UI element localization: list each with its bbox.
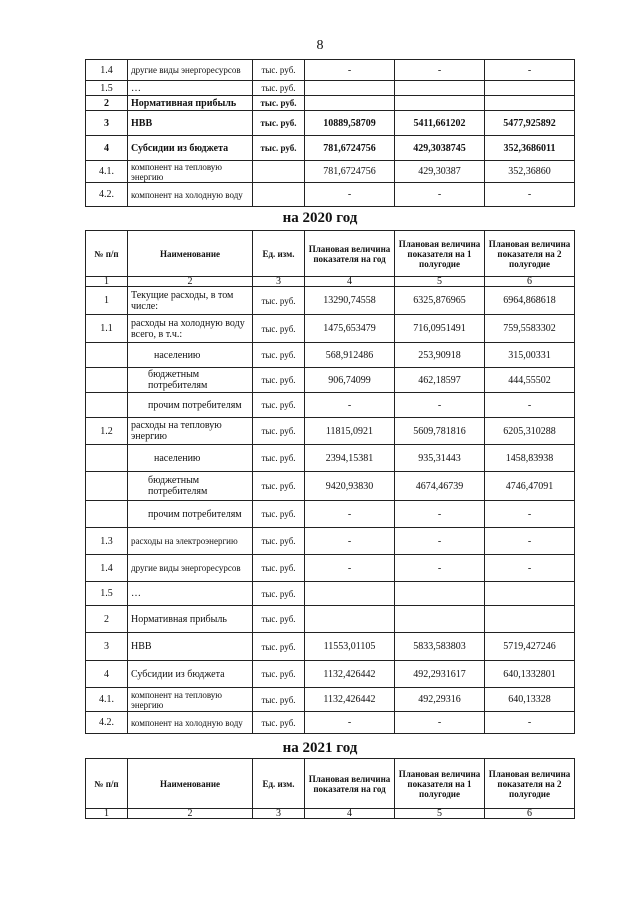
row-value-year: [305, 96, 395, 111]
row-value-h2: 444,55502: [485, 368, 575, 393]
row-name: Субсидии из бюджета: [128, 661, 253, 688]
row-name: прочим потребителям: [128, 501, 253, 528]
table-body: [86, 287, 575, 734]
row-value-h1: -: [395, 183, 485, 207]
table-row: [86, 183, 575, 207]
row-name: расходы на электроэнергию: [128, 528, 253, 555]
row-number: 1.2: [86, 418, 128, 445]
row-name: Нормативная прибыль: [128, 606, 253, 633]
row-name: компонент на холодную воду: [128, 183, 253, 207]
row-value-h2: [485, 96, 575, 111]
row-name: расходы на холодную воду всего, в т.ч.:: [128, 315, 253, 343]
row-value-h2: 6964,868618: [485, 287, 575, 315]
row-unit: тыс. руб.: [253, 81, 305, 96]
row-name: Нормативная прибыль: [128, 96, 253, 111]
row-value-h2: -: [485, 183, 575, 207]
row-value-h2: -: [485, 501, 575, 528]
row-name: компонент на тепловую энергию: [128, 688, 253, 712]
row-unit: тыс. руб.: [253, 315, 305, 343]
table-row: [86, 661, 575, 688]
row-value-h2: 315,00331: [485, 343, 575, 368]
row-unit: тыс. руб.: [253, 418, 305, 445]
table-row: [86, 96, 575, 111]
row-value-h2: -: [485, 555, 575, 582]
row-value-h2: 352,36860: [485, 161, 575, 183]
col-num: 3: [253, 277, 305, 287]
row-value-h1: 4674,46739: [395, 472, 485, 501]
row-value-h2: 6205,310288: [485, 418, 575, 445]
row-name: НВВ: [128, 111, 253, 136]
row-unit: тыс. руб.: [253, 555, 305, 582]
table-2020: [85, 230, 575, 734]
row-value-year: -: [305, 60, 395, 81]
header-name: Наименование: [128, 759, 253, 809]
table-row: [86, 712, 575, 734]
row-unit: тыс. руб.: [253, 712, 305, 734]
row-value-h1: 6325,876965: [395, 287, 485, 315]
year-2020-title: на 2020 год: [282, 210, 358, 226]
table-row: [86, 60, 575, 81]
row-unit: тыс. руб.: [253, 661, 305, 688]
row-value-h2: 640,13328: [485, 688, 575, 712]
table-row: [86, 472, 575, 501]
row-value-year: 1132,426442: [305, 688, 395, 712]
row-name: прочим потребителям: [128, 393, 253, 418]
row-value-year: -: [305, 528, 395, 555]
row-name: НВВ: [128, 633, 253, 661]
header-n: № п/п: [86, 759, 128, 809]
table-row: [86, 555, 575, 582]
row-number: 1.3: [86, 528, 128, 555]
header-name: Наименование: [128, 231, 253, 277]
row-unit: тыс. руб.: [253, 368, 305, 393]
row-value-year: 9420,93830: [305, 472, 395, 501]
table-row: [86, 81, 575, 96]
table-2019-continuation: [85, 59, 575, 207]
row-value-h1: -: [395, 393, 485, 418]
table-row: [86, 582, 575, 606]
row-number: [86, 343, 128, 368]
row-name: другие виды энергоресурсов: [128, 555, 253, 582]
row-value-h1: 716,0951491: [395, 315, 485, 343]
header-unit: Ед. изм.: [253, 231, 305, 277]
row-number: [86, 368, 128, 393]
row-value-year: 906,74099: [305, 368, 395, 393]
row-value-year: -: [305, 555, 395, 582]
row-value-year: -: [305, 183, 395, 207]
row-value-h1: 5411,661202: [395, 111, 485, 136]
row-number: 4.1.: [86, 161, 128, 183]
row-unit: [253, 183, 305, 207]
row-value-year: [305, 582, 395, 606]
row-number: 2: [86, 96, 128, 111]
row-value-year: 11553,01105: [305, 633, 395, 661]
row-number: 4.1.: [86, 688, 128, 712]
row-value-h1: 253,90918: [395, 343, 485, 368]
table-row: [86, 606, 575, 633]
row-unit: тыс. руб.: [253, 136, 305, 161]
col-num: 1: [86, 277, 128, 287]
table-row: [86, 445, 575, 472]
row-value-year: 2394,15381: [305, 445, 395, 472]
table-2021: [85, 758, 575, 819]
row-name: бюджетным потребителям: [128, 472, 253, 501]
page-number: 8: [316, 38, 324, 53]
row-value-year: 781,6724756: [305, 161, 395, 183]
row-unit: тыс. руб.: [253, 343, 305, 368]
row-unit: тыс. руб.: [253, 472, 305, 501]
row-unit: тыс. руб.: [253, 393, 305, 418]
row-value-year: 11815,0921: [305, 418, 395, 445]
column-number-row: [86, 277, 575, 287]
row-value-h2: 5477,925892: [485, 111, 575, 136]
row-value-h1: -: [395, 528, 485, 555]
row-value-h2: 4746,47091: [485, 472, 575, 501]
row-value-year: 781,6724756: [305, 136, 395, 161]
row-value-h1: -: [395, 555, 485, 582]
header-plan-h2: Плановая величина показателя на 2 полугодие: [485, 231, 575, 277]
row-unit: тыс. руб.: [253, 688, 305, 712]
row-unit: тыс. руб.: [253, 111, 305, 136]
row-unit: тыс. руб.: [253, 633, 305, 661]
row-name: Текущие расходы, в том числе:: [128, 287, 253, 315]
table-row: [86, 287, 575, 315]
row-number: 4.2.: [86, 712, 128, 734]
row-number: 1.4: [86, 60, 128, 81]
row-unit: тыс. руб.: [253, 96, 305, 111]
row-name: населению: [128, 445, 253, 472]
header-plan-h1: Плановая величина показателя на 1 полугодие: [395, 759, 485, 809]
row-unit: тыс. руб.: [253, 606, 305, 633]
row-value-h1: [395, 81, 485, 96]
col-num: 6: [485, 809, 575, 819]
row-name: компонент на тепловую энергию: [128, 161, 253, 183]
row-value-h2: [485, 606, 575, 633]
col-num: 4: [305, 809, 395, 819]
row-value-h2: -: [485, 712, 575, 734]
row-value-h2: -: [485, 528, 575, 555]
row-value-year: 10889,58709: [305, 111, 395, 136]
row-number: 1.5: [86, 81, 128, 96]
row-number: 1.5: [86, 582, 128, 606]
row-value-year: -: [305, 393, 395, 418]
row-value-year: 568,912486: [305, 343, 395, 368]
row-value-h2: [485, 81, 575, 96]
row-number: 2: [86, 606, 128, 633]
row-name: …: [128, 582, 253, 606]
row-unit: тыс. руб.: [253, 501, 305, 528]
row-value-year: -: [305, 712, 395, 734]
row-value-h1: 429,3038745: [395, 136, 485, 161]
row-name: …: [128, 81, 253, 96]
row-unit: тыс. руб.: [253, 445, 305, 472]
row-value-year: 1132,426442: [305, 661, 395, 688]
header-n: № п/п: [86, 231, 128, 277]
row-value-year: [305, 81, 395, 96]
year-2021-title: на 2021 год: [282, 740, 358, 756]
row-value-h2: 5719,427246: [485, 633, 575, 661]
row-number: [86, 445, 128, 472]
table-row: [86, 393, 575, 418]
row-name: расходы на тепловую энергию: [128, 418, 253, 445]
table-row: [86, 368, 575, 393]
row-value-h1: -: [395, 712, 485, 734]
row-value-h2: 759,5583302: [485, 315, 575, 343]
row-name: компонент на холодную воду: [128, 712, 253, 734]
row-number: [86, 393, 128, 418]
row-value-year: -: [305, 501, 395, 528]
row-value-year: [305, 606, 395, 633]
row-value-h1: -: [395, 60, 485, 81]
row-number: 4.2.: [86, 183, 128, 207]
row-value-h2: 352,3686011: [485, 136, 575, 161]
table-row: [86, 111, 575, 136]
row-value-h1: 492,29316: [395, 688, 485, 712]
row-unit: тыс. руб.: [253, 60, 305, 81]
table-body: [86, 60, 575, 207]
header-plan-year: Плановая величина показателя на год: [305, 231, 395, 277]
row-unit: [253, 161, 305, 183]
row-value-h1: 5833,583803: [395, 633, 485, 661]
col-num: 2: [128, 277, 253, 287]
row-name: бюджетным потребителям: [128, 368, 253, 393]
row-value-h2: -: [485, 60, 575, 81]
col-num: 5: [395, 809, 485, 819]
column-number-row: [86, 809, 575, 819]
row-value-year: 13290,74558: [305, 287, 395, 315]
row-value-h2: 640,1332801: [485, 661, 575, 688]
row-number: 4: [86, 136, 128, 161]
table-row: [86, 161, 575, 183]
row-number: 1: [86, 287, 128, 315]
row-name: Субсидии из бюджета: [128, 136, 253, 161]
row-value-h2: -: [485, 393, 575, 418]
header-plan-year: Плановая величина показателя на год: [305, 759, 395, 809]
header-plan-h1: Плановая величина показателя на 1 полугодие: [395, 231, 485, 277]
row-value-h1: 462,18597: [395, 368, 485, 393]
row-value-h1: 492,2931617: [395, 661, 485, 688]
header-row: [86, 759, 575, 809]
col-num: 3: [253, 809, 305, 819]
row-unit: тыс. руб.: [253, 528, 305, 555]
row-value-h1: [395, 582, 485, 606]
row-number: [86, 472, 128, 501]
row-name: населению: [128, 343, 253, 368]
row-name: другие виды энергоресурсов: [128, 60, 253, 81]
row-number: 1.4: [86, 555, 128, 582]
row-number: [86, 501, 128, 528]
row-unit: тыс. руб.: [253, 287, 305, 315]
row-value-h1: -: [395, 501, 485, 528]
table-row: [86, 633, 575, 661]
row-value-h2: 1458,83938: [485, 445, 575, 472]
col-num: 1: [86, 809, 128, 819]
row-number: 1.1: [86, 315, 128, 343]
header-plan-h2: Плановая величина показателя на 2 полугодие: [485, 759, 575, 809]
row-unit: тыс. руб.: [253, 582, 305, 606]
row-value-h1: 5609,781816: [395, 418, 485, 445]
row-number: 4: [86, 661, 128, 688]
col-num: 4: [305, 277, 395, 287]
header-unit: Ед. изм.: [253, 759, 305, 809]
col-num: 5: [395, 277, 485, 287]
table-row: [86, 343, 575, 368]
table-row: [86, 501, 575, 528]
col-num: 2: [128, 809, 253, 819]
table-row: [86, 418, 575, 445]
row-number: 3: [86, 111, 128, 136]
table-row: [86, 688, 575, 712]
header-row: [86, 231, 575, 277]
row-value-h2: [485, 582, 575, 606]
row-value-h1: 935,31443: [395, 445, 485, 472]
col-num: 6: [485, 277, 575, 287]
table-row: [86, 136, 575, 161]
row-value-year: 1475,653479: [305, 315, 395, 343]
table-row: [86, 315, 575, 343]
row-value-h1: 429,30387: [395, 161, 485, 183]
row-value-h1: [395, 606, 485, 633]
row-number: 3: [86, 633, 128, 661]
table-row: [86, 528, 575, 555]
row-value-h1: [395, 96, 485, 111]
